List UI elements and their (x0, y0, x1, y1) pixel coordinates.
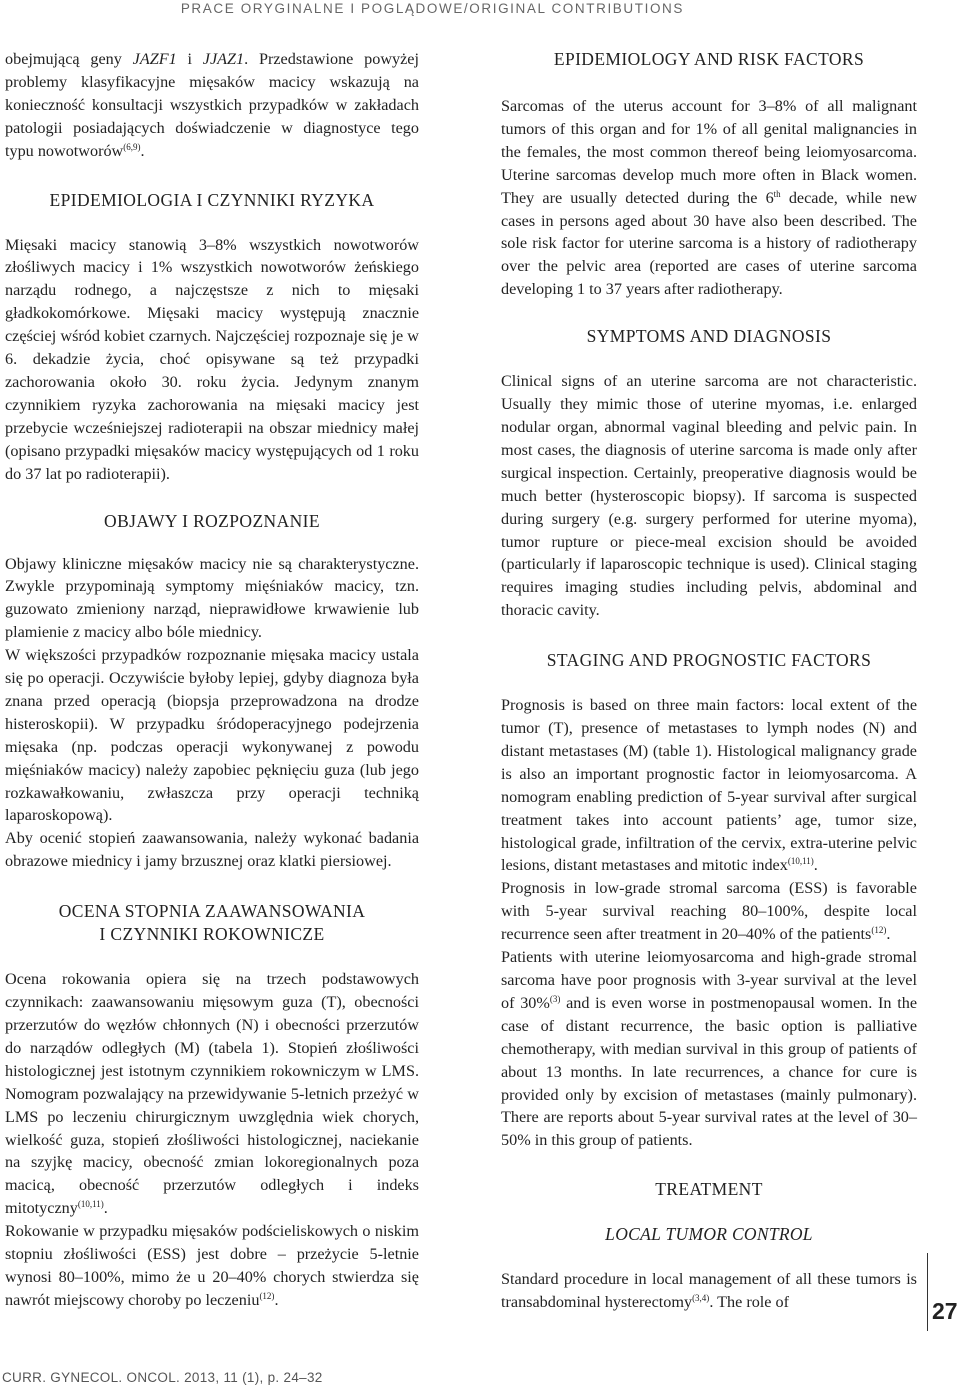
citation: (6,9) (123, 141, 141, 152)
section-heading: EPIDEMIOLOGY AND RISK FACTORS (553, 49, 865, 69)
paragraph: Sarcomas of the uterus account for 3–8% of all malignant tumors of this organ and for 1% of all genital malignancies in the females, the most common thereof being leiomyosarcoma. Uterine sarcomas develop much more often in Black women. They are usually detected during the 6th decade, while new cases in persons aged about 30 have also been described. The sole risk factor for uterine sarcoma is a history of radiotherapy over the pelvic area (reported are cases of uterine sarcoma developing 1 to 37 years after radiotherapy. (501, 97, 918, 299)
paragraph: Patients with uterine leiomyosarcoma and high-grade stromal sarcoma have poor prognosis with 3-year survival at the level of 30%$^{(3)}$ and is even worse in postmenopausal women. In the case of distant recurrence, the basic option is palliative chemotherapy, with median survival in this group of patients of about 13 months. In late recurrences, a chance for cure is provided only by excision of metastases (mainly pulmonary). There are reports about 5-year survival rates at the level of 30–50% in this group of patients. (501, 948, 917, 1150)
page-number-divider (927, 1253, 928, 1331)
running-head: PRACE ORYGINALNE I POGLĄDOWE/ORIGINAL CONTRIBUTIONS (180, 1, 684, 16)
paragraph: Standard procedure in local management of all these tumors is transabdominal hysterectomy$^{(3,4)}$. The role of (501, 1270, 917, 1312)
paragraph: Ocena rokowania opiera się na trzech podstawowych czynnikach: zaawansowaniu mięsowym guza (T), obecności przerzutów do węzłów chłonnych (N) i obecności przerzutów do narządów odległych (M) (tabela 1). Stopień złośliwości histologicznej jest istotnym czynnikiem rokowniczym w LMS. Nomogram pozwalający na przewidywanie 5-letnich przeżyć w LMS po leczeniu chirurgicznym uwzględnia wiek chorych, wielkość guza, stopień złośliwości histologicznej, naciekanie na szyjkę macicy, obecność zmian lokoregionalnych poza macicą, obecność przerzutów odległych i indeks mitotyczny$^{(10,11)}$. (5, 970, 419, 1218)
column-polish (5, 48, 419, 1312)
section-heading: EPIDEMIOLOGIA I CZYNNIKI RYZYKA (49, 189, 375, 210)
paragraph: Prognosis is based on three main factors: local extent of the tumor (T), presence of metastases to lymph nodes (N) and distant metastases (M) (table 1). Histological malignancy grade is also an important prognostic factor in leiomyosarcoma. A nomogram enabling prediction of 5-year survival after surgical treatment takes into account patients’ age, tumor size, histological grade, infiltration of the cervix, extra-uterine pelvic lesions, distant metastases and mitotic index$^{(10,11)}$. (501, 696, 917, 875)
paragraph: Clinical signs of an uterine sarcoma are not characteristic. Usually they mimic those of uterine myomas, i.e. enlarged nodular organ, abnormal vaginal bleeding and pelvic pain. In most cases, the diagnosis of uterine sarcoma is made only after surgical inspection. Certainly, preoperative diagnosis would be much better (hysteroscopic biopsy). If sarcoma is suspected during surgery (e.g. surgery performed for uterine myoma), tumor rupture or piece-meal excision should be avoided (particularly if laparoscopic technique is used). Clinical staging requires imaging studies including pelvis, abdominal and thoracic cavity. (501, 372, 917, 620)
paragraph: Aby ocenić stopień zaawansowania, należy wykonać badania obrazowe miednicy i jamy brzusznej oraz klatki piersiowej. (5, 829, 419, 871)
paragraph: Mięsaki macicy stanowią 3–8% wszystkich nowotworów złośliwych macicy i 1% wszystkich nowotworów żeńskiego narządu rodnego, a najczęstsze z nich to mięsaki gładkokomórkowe. Mięsaki macicy występują znacznie częściej wśród kobiet czarnych. Najczęściej rozpoznaje się je w 6. dekadzie życia, choć opisywane są też przypadki zachorowania około 30. roku życia. Jedynym znanym czynnikiem ryzyka zachorowania na mięsaki macicy jest przebycie wcześniejszej radioterapii na obszar miednicy małej (opisano przypadki mięsaków macicy występujących od 1 roku do 37 lat po radioterapii). (5, 235, 419, 483)
citation: (3) (549, 993, 561, 1004)
column-english (501, 48, 917, 1314)
paragraph: obejmującą geny JAZF1 i JJAZ1. Przedstawione powyżej problemy klasyfikacyjne mięsaków macicy wskazują na konieczność konsultacji wszystkich przypadków w zakładach patologii posiadających doświadczenie w diagnostyce tego typu nowotworów$^{(6,9)}$. (5, 50, 419, 160)
paragraph: Objawy kliniczne mięsaków macicy nie są charakterystyczne. Zwykle przypominają symptomy mięśniaków macicy, tzn. guzowato zmieniony narząd, nieprawidłowe krwawienie lub plamienie z macicy albo bóle miednicy. (5, 554, 419, 642)
citation: (12) (259, 1290, 275, 1301)
paragraph: Rokowanie w przypadku mięsaków podścieliskowych o niskim stopniu złośliwości (ESS) jest dobre – przeżycie 5-letnie wynosi 80–100%, mimo że u 20–40% chorych stwierdza się nawrót miejscowy choroby po leczeniu$^{(12)}$. (5, 1222, 419, 1309)
section-heading: OBJAWY I ROZPOZNANIE (104, 510, 320, 531)
citation: (3,4) (692, 1293, 710, 1304)
paragraph: Prognosis in low-grade stromal sarcoma (ESS) is favorable with 5-year survival reaching 80–100%, despite local recurrence seen after treatment in 20–40% of the patients$^{(12)}$. (501, 879, 917, 944)
citation: (10,11) (787, 856, 814, 867)
section-heading: TREATMENT (655, 1179, 763, 1200)
journal-citation-footer: CURR. GYNECOL. ONCOL. 2013, 11 (1), p. 24–32 (2, 1370, 323, 1385)
citation: (10,11) (77, 1199, 104, 1210)
citation: (12) (871, 925, 887, 936)
ordinal-suffix: th (773, 188, 781, 199)
paragraph: W większości przypadków rozpoznanie mięsaka macicy ustala się po operacji. Oczywiście byłoby lepiej, gdyby diagnoza była znana przed operacją (biopsja przeprowadzona na drodze histeroskopii). W przypadku śródoperacyjnego podejrzenia mięsaka (np. podczas operacji wykonywanej z powodu mięśniaków macicy) należy zapobiec pęknięciu guza (lub jego rozkawałkowaniu, zwłaszcza przy operacji techniką laparoskopową). (5, 646, 419, 825)
section-heading: SYMPTOMS AND DIAGNOSIS (586, 326, 832, 347)
section-heading: OCENA STOPNIA ZAAWANSOWANIA I CZYNNIKI ROKOWNICZE (58, 901, 366, 945)
page-number: 27 (932, 1298, 958, 1324)
subsection-heading: LOCAL TUMOR CONTROL (605, 1224, 813, 1245)
gene-name: JAZF1 (132, 50, 177, 68)
gene-name: JJAZ1 (202, 50, 245, 68)
section-heading: STAGING AND PROGNOSTIC FACTORS (546, 650, 872, 671)
